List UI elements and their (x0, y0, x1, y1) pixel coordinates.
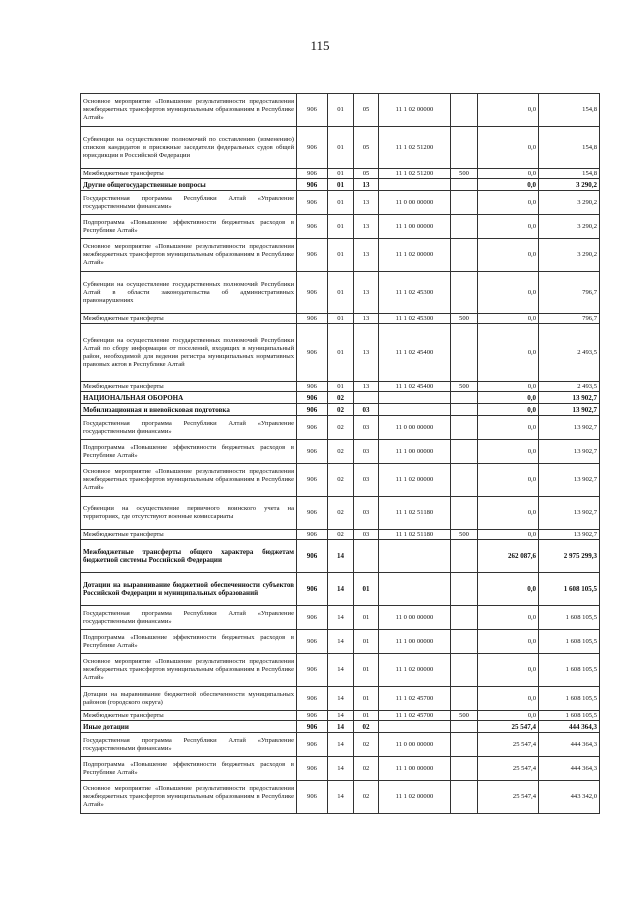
section-code: 01 (328, 272, 354, 314)
table-row (81, 440, 600, 464)
expense-type-code (451, 687, 478, 711)
expense-type-code (451, 324, 478, 382)
grbs-code: 906 (297, 440, 328, 464)
amount-year-1: 0,0 (478, 573, 539, 606)
amount-year-2: 154,8 (539, 169, 600, 179)
grbs-code: 906 (297, 654, 328, 687)
expense-type-code (451, 179, 478, 191)
grbs-code: 906 (297, 721, 328, 733)
target-article-code: 11 1 02 00000 (379, 94, 451, 127)
amount-year-2: 444 364,3 (539, 733, 600, 757)
expense-type-code (451, 127, 478, 169)
subsection-code: 05 (354, 94, 379, 127)
section-code: 02 (328, 440, 354, 464)
subsection-code: 13 (354, 215, 379, 239)
section-code: 02 (328, 416, 354, 440)
row-description: Иные дотации (81, 721, 297, 733)
subsection-code: 03 (354, 404, 379, 416)
amount-year-1: 0,0 (478, 324, 539, 382)
row-description: Межбюджетные трансферты (81, 382, 297, 392)
amount-year-2: 444 364,3 (539, 757, 600, 781)
table-row (81, 392, 600, 404)
section-code: 14 (328, 573, 354, 606)
grbs-code: 906 (297, 781, 328, 814)
row-description: Межбюджетные трансферты (81, 530, 297, 540)
row-description: Другие общегосударственные вопросы (81, 179, 297, 191)
expense-type-code: 500 (451, 530, 478, 540)
table-row (81, 687, 600, 711)
target-article-code: 11 0 00 00000 (379, 733, 451, 757)
grbs-code: 906 (297, 464, 328, 497)
subsection-code: 13 (354, 382, 379, 392)
amount-year-2: 796,7 (539, 314, 600, 324)
amount-year-1: 0,0 (478, 239, 539, 272)
table-row (81, 573, 600, 606)
subsection-code: 03 (354, 530, 379, 540)
row-description: Дотации на выравнивание бюджетной обеспеченности субъектов Российской Федерации и муниципальных образований (81, 573, 297, 606)
amount-year-1: 0,0 (478, 179, 539, 191)
grbs-code: 906 (297, 314, 328, 324)
target-article-code: 11 1 02 51200 (379, 169, 451, 179)
grbs-code: 906 (297, 215, 328, 239)
subsection-code: 01 (354, 630, 379, 654)
row-description: Подпрограмма «Повышение эффективности бюджетных расходов в Республике Алтай» (81, 757, 297, 781)
target-article-code (379, 179, 451, 191)
table-row (81, 127, 600, 169)
section-code: 14 (328, 733, 354, 757)
budget-table-body (81, 94, 600, 814)
grbs-code: 906 (297, 169, 328, 179)
target-article-code: 11 1 02 00000 (379, 654, 451, 687)
table-row (81, 272, 600, 314)
target-article-code: 11 1 02 51180 (379, 497, 451, 530)
amount-year-1: 0,0 (478, 382, 539, 392)
table-row (81, 169, 600, 179)
target-article-code: 11 1 02 45700 (379, 687, 451, 711)
amount-year-1: 0,0 (478, 606, 539, 630)
amount-year-2: 1 608 105,5 (539, 687, 600, 711)
row-description: Субвенции на осуществление полномочий по составлению (изменению) списков кандидатов в присяжные заседатели федеральных судов общей юрисдикции в Российской Федерации (81, 127, 297, 169)
target-article-code: 11 1 02 00000 (379, 239, 451, 272)
expense-type-code (451, 94, 478, 127)
subsection-code: 03 (354, 497, 379, 530)
expense-type-code: 500 (451, 314, 478, 324)
section-code: 01 (328, 314, 354, 324)
amount-year-2: 796,7 (539, 272, 600, 314)
table-row (81, 606, 600, 630)
amount-year-1: 0,0 (478, 404, 539, 416)
table-row (81, 239, 600, 272)
amount-year-1: 0,0 (478, 711, 539, 721)
grbs-code: 906 (297, 630, 328, 654)
grbs-code: 906 (297, 540, 328, 573)
subsection-code: 01 (354, 573, 379, 606)
target-article-code: 11 0 00 00000 (379, 191, 451, 215)
expense-type-code (451, 721, 478, 733)
target-article-code: 11 1 02 00000 (379, 464, 451, 497)
section-code: 14 (328, 540, 354, 573)
amount-year-1: 0,0 (478, 464, 539, 497)
amount-year-1: 0,0 (478, 687, 539, 711)
amount-year-2: 1 608 105,5 (539, 711, 600, 721)
subsection-code: 13 (354, 272, 379, 314)
amount-year-1: 0,0 (478, 440, 539, 464)
subsection-code: 05 (354, 127, 379, 169)
amount-year-1: 0,0 (478, 530, 539, 540)
target-article-code (379, 392, 451, 404)
subsection-code: 02 (354, 781, 379, 814)
amount-year-1: 25 547,4 (478, 757, 539, 781)
subsection-code: 01 (354, 654, 379, 687)
expense-type-code (451, 440, 478, 464)
subsection-code: 13 (354, 191, 379, 215)
section-code: 14 (328, 711, 354, 721)
table-row (81, 404, 600, 416)
row-description: Основное мероприятие «Повышение результативности предоставления межбюджетных трансфертов муниципальным образованиям в Республике Алтай» (81, 239, 297, 272)
section-code: 14 (328, 654, 354, 687)
expense-type-code: 500 (451, 382, 478, 392)
amount-year-1: 0,0 (478, 392, 539, 404)
amount-year-2: 13 902,7 (539, 416, 600, 440)
section-code: 14 (328, 757, 354, 781)
table-row (81, 711, 600, 721)
section-code: 01 (328, 215, 354, 239)
amount-year-1: 262 087,6 (478, 540, 539, 573)
target-article-code: 11 1 02 45700 (379, 711, 451, 721)
row-description: Дотации на выравнивание бюджетной обеспеченности муниципальных районов (городского округа) (81, 687, 297, 711)
grbs-code: 906 (297, 711, 328, 721)
amount-year-1: 0,0 (478, 314, 539, 324)
row-description: Межбюджетные трансферты (81, 711, 297, 721)
subsection-code: 13 (354, 324, 379, 382)
target-article-code: 11 1 00 00000 (379, 630, 451, 654)
subsection-code: 02 (354, 733, 379, 757)
amount-year-2: 13 902,7 (539, 464, 600, 497)
row-description: Субвенции на осуществление первичного воинского учета на территориях, где отсутствуют военные комиссариаты (81, 497, 297, 530)
grbs-code: 906 (297, 239, 328, 272)
amount-year-2: 3 290,2 (539, 239, 600, 272)
table-row (81, 314, 600, 324)
amount-year-1: 0,0 (478, 215, 539, 239)
amount-year-2: 443 342,0 (539, 781, 600, 814)
target-article-code (379, 573, 451, 606)
subsection-code: 03 (354, 440, 379, 464)
amount-year-2: 13 902,7 (539, 497, 600, 530)
grbs-code: 906 (297, 191, 328, 215)
expense-type-code (451, 191, 478, 215)
row-description: НАЦИОНАЛЬНАЯ ОБОРОНА (81, 392, 297, 404)
table-row (81, 416, 600, 440)
grbs-code: 906 (297, 530, 328, 540)
amount-year-2: 2 493,5 (539, 382, 600, 392)
expense-type-code (451, 464, 478, 497)
expense-type-code (451, 733, 478, 757)
section-code: 14 (328, 781, 354, 814)
table-row (81, 654, 600, 687)
section-code: 01 (328, 169, 354, 179)
table-row (81, 530, 600, 540)
section-code: 02 (328, 404, 354, 416)
amount-year-1: 25 547,4 (478, 781, 539, 814)
amount-year-1: 25 547,4 (478, 721, 539, 733)
amount-year-2: 13 902,7 (539, 530, 600, 540)
subsection-code: 13 (354, 314, 379, 324)
budget-table (80, 93, 600, 814)
target-article-code: 11 1 00 00000 (379, 215, 451, 239)
amount-year-1: 0,0 (478, 630, 539, 654)
grbs-code: 906 (297, 757, 328, 781)
table-row (81, 497, 600, 530)
expense-type-code (451, 630, 478, 654)
target-article-code: 11 1 02 45400 (379, 382, 451, 392)
amount-year-1: 0,0 (478, 272, 539, 314)
subsection-code (354, 392, 379, 404)
expense-type-code (451, 654, 478, 687)
table-row (81, 324, 600, 382)
table-row (81, 94, 600, 127)
expense-type-code (451, 606, 478, 630)
grbs-code: 906 (297, 733, 328, 757)
amount-year-1: 0,0 (478, 191, 539, 215)
page-number: 115 (310, 38, 330, 53)
section-code: 14 (328, 606, 354, 630)
grbs-code: 906 (297, 687, 328, 711)
subsection-code: 02 (354, 757, 379, 781)
amount-year-2: 154,8 (539, 127, 600, 169)
row-description: Основное мероприятие «Повышение результативности предоставления межбюджетных трансфертов муниципальным образованиям в Республике Алтай» (81, 654, 297, 687)
expense-type-code (451, 497, 478, 530)
expense-type-code (451, 757, 478, 781)
amount-year-1: 25 547,4 (478, 733, 539, 757)
amount-year-2: 2 493,5 (539, 324, 600, 382)
amount-year-2: 1 608 105,5 (539, 573, 600, 606)
row-description: Государственная программа Республики Алтай «Управление государственными финансами» (81, 733, 297, 757)
section-code: 01 (328, 382, 354, 392)
grbs-code: 906 (297, 324, 328, 382)
subsection-code: 01 (354, 711, 379, 721)
row-description: Мобилизационная и вневойсковая подготовка (81, 404, 297, 416)
subsection-code: 03 (354, 464, 379, 497)
amount-year-2: 3 290,2 (539, 191, 600, 215)
row-description: Межбюджетные трансферты (81, 314, 297, 324)
expense-type-code (451, 215, 478, 239)
grbs-code: 906 (297, 392, 328, 404)
row-description: Государственная программа Республики Алтай «Управление государственными финансами» (81, 191, 297, 215)
row-description: Основное мероприятие «Повышение результативности предоставления межбюджетных трансфертов муниципальным образованиям в Республике Алтай» (81, 464, 297, 497)
expense-type-code (451, 272, 478, 314)
table-row (81, 191, 600, 215)
expense-type-code (451, 573, 478, 606)
section-code: 14 (328, 630, 354, 654)
amount-year-2: 1 608 105,5 (539, 606, 600, 630)
subsection-code (354, 540, 379, 573)
table-row (81, 757, 600, 781)
target-article-code: 11 1 02 00000 (379, 781, 451, 814)
subsection-code: 01 (354, 606, 379, 630)
subsection-code: 13 (354, 239, 379, 272)
expense-type-code (451, 416, 478, 440)
row-description: Субвенции на осуществление государственных полномочий Республики Алтай по сбору информации от поселений, входящих в муниципальный район, необходимой для ведения регистра муниципальных нормативных правовых актов в Республике Алтай (81, 324, 297, 382)
grbs-code: 906 (297, 272, 328, 314)
grbs-code: 906 (297, 179, 328, 191)
grbs-code: 906 (297, 382, 328, 392)
row-description: Государственная программа Республики Алтай «Управление государственными финансами» (81, 416, 297, 440)
amount-year-1: 0,0 (478, 416, 539, 440)
target-article-code: 11 1 02 45400 (379, 324, 451, 382)
section-code: 01 (328, 191, 354, 215)
table-row (81, 464, 600, 497)
expense-type-code (451, 239, 478, 272)
expense-type-code: 500 (451, 169, 478, 179)
section-code: 02 (328, 392, 354, 404)
section-code: 14 (328, 721, 354, 733)
subsection-code: 01 (354, 687, 379, 711)
amount-year-2: 1 608 105,5 (539, 654, 600, 687)
amount-year-2: 3 290,2 (539, 179, 600, 191)
amount-year-2: 3 290,2 (539, 215, 600, 239)
subsection-code: 03 (354, 416, 379, 440)
amount-year-1: 0,0 (478, 654, 539, 687)
table-row (81, 179, 600, 191)
target-article-code: 11 0 00 00000 (379, 416, 451, 440)
table-row (81, 781, 600, 814)
table-row (81, 382, 600, 392)
expense-type-code (451, 540, 478, 573)
expense-type-code (451, 392, 478, 404)
target-article-code (379, 540, 451, 573)
section-code: 01 (328, 324, 354, 382)
amount-year-2: 13 902,7 (539, 440, 600, 464)
grbs-code: 906 (297, 497, 328, 530)
amount-year-1: 0,0 (478, 127, 539, 169)
section-code: 02 (328, 497, 354, 530)
amount-year-2: 444 364,3 (539, 721, 600, 733)
subsection-code: 05 (354, 169, 379, 179)
grbs-code: 906 (297, 94, 328, 127)
target-article-code (379, 404, 451, 416)
amount-year-1: 0,0 (478, 169, 539, 179)
grbs-code: 906 (297, 404, 328, 416)
target-article-code: 11 1 02 45300 (379, 272, 451, 314)
table-row (81, 215, 600, 239)
amount-year-1: 0,0 (478, 94, 539, 127)
table-row (81, 721, 600, 733)
grbs-code: 906 (297, 573, 328, 606)
subsection-code: 02 (354, 721, 379, 733)
row-description: Государственная программа Республики Алтай «Управление государственными финансами» (81, 606, 297, 630)
section-code: 02 (328, 464, 354, 497)
section-code: 01 (328, 94, 354, 127)
expense-type-code: 500 (451, 711, 478, 721)
row-description: Субвенции на осуществление государственных полномочий Республики Алтай в области законодательства об административных правонарушениях (81, 272, 297, 314)
target-article-code: 11 1 00 00000 (379, 440, 451, 464)
amount-year-2: 154,8 (539, 94, 600, 127)
amount-year-2: 13 902,7 (539, 404, 600, 416)
row-description: Основное мероприятие «Повышение результативности предоставления межбюджетных трансфертов муниципальным образованиям в Республике Алтай» (81, 781, 297, 814)
row-description: Подпрограмма «Повышение эффективности бюджетных расходов в Республике Алтай» (81, 215, 297, 239)
section-code: 01 (328, 179, 354, 191)
section-code: 01 (328, 127, 354, 169)
section-code: 02 (328, 530, 354, 540)
amount-year-1: 0,0 (478, 497, 539, 530)
grbs-code: 906 (297, 416, 328, 440)
row-description: Межбюджетные трансферты (81, 169, 297, 179)
section-code: 01 (328, 239, 354, 272)
row-description: Подпрограмма «Повышение эффективности бюджетных расходов в Республике Алтай» (81, 630, 297, 654)
target-article-code: 11 1 00 00000 (379, 757, 451, 781)
amount-year-2: 1 608 105,5 (539, 630, 600, 654)
table-row (81, 630, 600, 654)
expense-type-code (451, 781, 478, 814)
target-article-code: 11 1 02 51180 (379, 530, 451, 540)
target-article-code: 11 1 02 45300 (379, 314, 451, 324)
amount-year-2: 13 902,7 (539, 392, 600, 404)
target-article-code (379, 721, 451, 733)
table-row (81, 540, 600, 573)
expense-type-code (451, 404, 478, 416)
row-description: Основное мероприятие «Повышение результативности предоставления межбюджетных трансфертов муниципальным образованиям в Республике Алтай» (81, 94, 297, 127)
section-code: 14 (328, 687, 354, 711)
subsection-code: 13 (354, 179, 379, 191)
target-article-code: 11 1 02 51200 (379, 127, 451, 169)
grbs-code: 906 (297, 606, 328, 630)
amount-year-2: 2 975 299,3 (539, 540, 600, 573)
table-row (81, 733, 600, 757)
row-description: Подпрограмма «Повышение эффективности бюджетных расходов в Республике Алтай» (81, 440, 297, 464)
target-article-code: 11 0 00 00000 (379, 606, 451, 630)
grbs-code: 906 (297, 127, 328, 169)
row-description: Межбюджетные трансферты общего характера бюджетам бюджетной системы Российской Федерации (81, 540, 297, 573)
